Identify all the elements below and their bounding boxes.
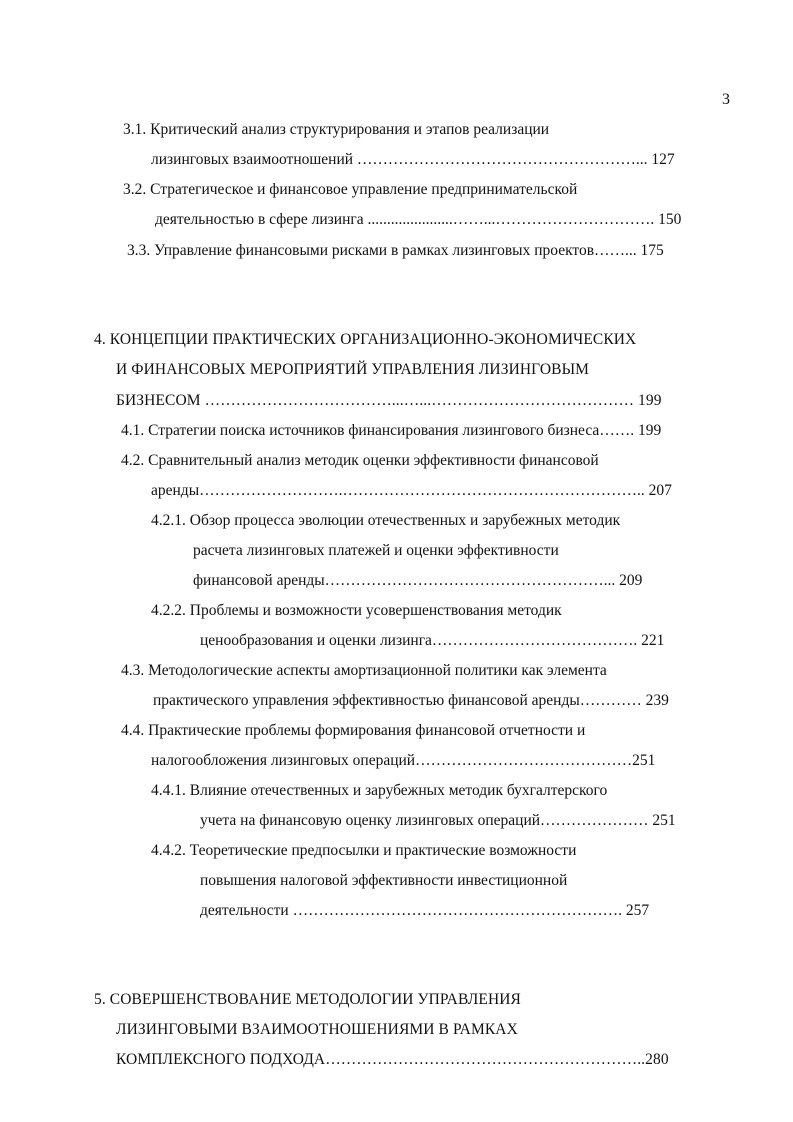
toc-line: повышения налоговой эффективности инвестиционной [200, 872, 568, 889]
toc-line: практического управления эффективностью финансовой аренды………… 239 [153, 692, 669, 709]
toc-line: 3.1. Критический анализ структурирования и этапов реализации [123, 121, 550, 138]
toc-chapter-heading: 5. СОВЕРШЕНСТВОВАНИЕ МЕТОДОЛОГИИ УПРАВЛЕНИЯ [94, 991, 521, 1008]
toc-chapter-heading: БИЗНЕСОМ ………………………………...…...………………………………… 199 [116, 392, 662, 409]
toc-line: 3.2. Стратегическое и финансовое управление предпринимательской [123, 181, 578, 198]
toc-line: 4.2.1. Обзор процесса эволюции отечественных и зарубежных методик [151, 512, 621, 529]
toc-chapter-heading: 4. КОНЦЕПЦИИ ПРАКТИЧЕСКИХ ОРГАНИЗАЦИОННО-ЭКОНОМИЧЕСКИХ [94, 331, 637, 348]
toc-line: учета на финансовую оценку лизинговых операций………………… 251 [200, 812, 676, 829]
toc-chapter-heading: И ФИНАНСОВЫХ МЕРОПРИЯТИЙ УПРАВЛЕНИЯ ЛИЗИНГОВЫМ [116, 361, 590, 378]
toc-line: 4.2.2. Проблемы и возможности усовершенствования методик [151, 602, 562, 619]
toc-line: ценообразования и оценки лизинга…………………………………. 221 [200, 632, 665, 649]
toc-line: финансовой аренды………………………………………………... 209 [193, 572, 643, 589]
toc-line: 4.4.1. Влияние отечественных и зарубежных методик бухгалтерского [151, 782, 608, 799]
toc-chapter-heading: КОМПЛЕКСНОГО ПОДХОДА……………………………………………………..280 [116, 1051, 669, 1068]
page-number: 3 [722, 91, 730, 108]
toc-line: 4.1. Стратегии поиска источников финансирования лизингового бизнеса……. 199 [121, 422, 662, 439]
toc-line: 3.3. Управление финансовыми рисками в рамках лизинговых проектов……... 175 [127, 242, 664, 259]
toc-line: расчета лизинговых платежей и оценки эффективности [193, 542, 559, 559]
toc-line: 4.3. Методологические аспекты амортизационной политики как элемента [121, 662, 607, 679]
toc-line: деятельностью в сфере лизинга ......................……...…………………………. 150 [155, 211, 682, 228]
toc-line: 4.4.2. Теоретические предпосылки и практические возможности [151, 842, 577, 859]
toc-line: лизинговых взаимоотношений ………………………………………………... 127 [151, 151, 675, 168]
toc-line: налогообложения лизинговых операций……………………………………251 [151, 752, 656, 769]
toc-chapter-heading: ЛИЗИНГОВЫМИ ВЗАИМООТНОШЕНИЯМИ В РАМКАХ [116, 1021, 518, 1038]
toc-line: 4.2. Сравнительный анализ методик оценки эффективности финансовой [121, 452, 599, 469]
toc-line: аренды……………………….………………………………………………….. 207 [151, 482, 672, 499]
toc-line: деятельности ………………………………………………………. 257 [200, 902, 650, 919]
toc-line: 4.4. Практические проблемы формирования финансовой отчетности и [121, 722, 586, 739]
